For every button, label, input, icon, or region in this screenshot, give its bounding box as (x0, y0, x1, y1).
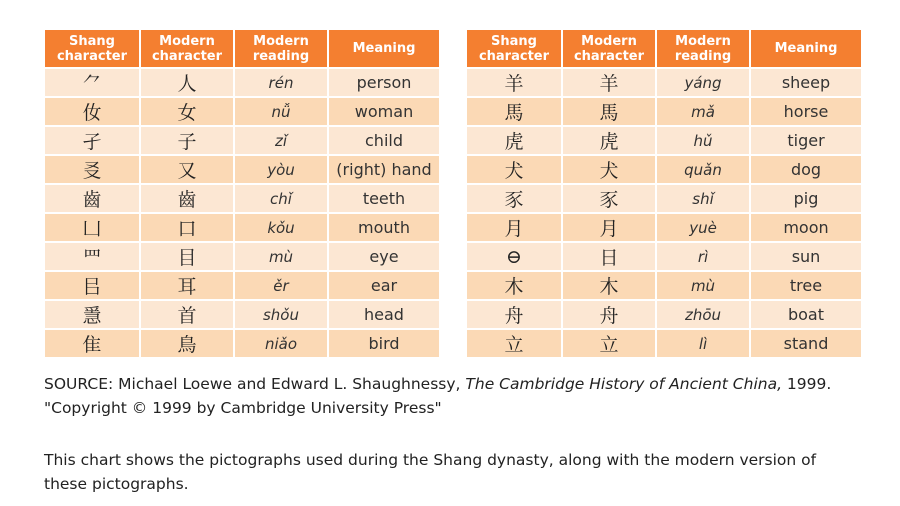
header-modern-character: Modern character (563, 30, 655, 67)
table-row (467, 243, 861, 270)
shang-character-cell: 㚢 (45, 98, 139, 125)
modern-reading-cell: shǐ (657, 185, 749, 212)
table-row (467, 330, 861, 357)
table-row (45, 272, 439, 299)
meaning-cell: person (329, 69, 439, 96)
meaning-cell: pig (751, 185, 861, 212)
shang-character-cell: 齒 (45, 185, 139, 212)
modern-character-cell: 首 (141, 301, 233, 328)
modern-reading-cell: zhōu (657, 301, 749, 328)
modern-character-cell: 舟 (563, 301, 655, 328)
meaning-cell: tree (751, 272, 861, 299)
modern-character-cell: 齒 (141, 185, 233, 212)
meaning-cell: boat (751, 301, 861, 328)
modern-character-cell: 日 (563, 243, 655, 270)
table-header-row (467, 30, 861, 67)
modern-character-cell: 犬 (563, 156, 655, 183)
header-modern-reading: Modern reading (657, 30, 749, 67)
modern-character-cell: 口 (141, 214, 233, 241)
modern-reading-cell: rì (657, 243, 749, 270)
modern-character-cell: 立 (563, 330, 655, 357)
modern-character-cell: 女 (141, 98, 233, 125)
modern-character-cell: 木 (563, 272, 655, 299)
shang-character-cell: 罒 (45, 243, 139, 270)
shang-character-cell: 木 (467, 272, 561, 299)
meaning-cell: mouth (329, 214, 439, 241)
meaning-cell: stand (751, 330, 861, 357)
modern-reading-cell: nǚ (235, 98, 327, 125)
modern-character-cell: 月 (563, 214, 655, 241)
meaning-cell: ear (329, 272, 439, 299)
modern-character-cell: 鳥 (141, 330, 233, 357)
modern-character-cell: 人 (141, 69, 233, 96)
table-row (467, 185, 861, 212)
modern-reading-cell: zǐ (235, 127, 327, 154)
shang-character-cell: 凵 (45, 214, 139, 241)
meaning-cell: sheep (751, 69, 861, 96)
meaning-cell: teeth (329, 185, 439, 212)
header-modern-reading: Modern reading (235, 30, 327, 67)
shang-character-cell: 豕 (467, 185, 561, 212)
shang-character-cell: 立 (467, 330, 561, 357)
table-row (467, 214, 861, 241)
source-suffix: 1999. "Copyright © 1999 by Cambridge University Press" (44, 375, 832, 417)
modern-reading-cell: kǒu (235, 214, 327, 241)
shang-character-cell: 羊 (467, 69, 561, 96)
modern-character-cell: 子 (141, 127, 233, 154)
modern-reading-cell: ěr (235, 272, 327, 299)
table-row (45, 98, 439, 125)
modern-reading-cell: yòu (235, 156, 327, 183)
table-row (467, 98, 861, 125)
table-row (467, 272, 861, 299)
meaning-cell: horse (751, 98, 861, 125)
table-row (45, 243, 439, 270)
header-shang-character: Shang character (467, 30, 561, 67)
header-shang-character: Shang character (45, 30, 139, 67)
meaning-cell: bird (329, 330, 439, 357)
modern-reading-cell: rén (235, 69, 327, 96)
header-meaning: Meaning (751, 30, 861, 67)
shang-character-cell: 孑 (45, 127, 139, 154)
modern-reading-cell: hǔ (657, 127, 749, 154)
meaning-cell: tiger (751, 127, 861, 154)
modern-reading-cell: quǎn (657, 156, 749, 183)
pictograph-table-right (465, 28, 863, 359)
chart-description: This chart shows the pictographs used during the Shang dynasty, along with the modern version of these pictographs. (44, 451, 817, 493)
modern-reading-cell: shǒu (235, 301, 327, 328)
table-row (45, 185, 439, 212)
meaning-cell: head (329, 301, 439, 328)
modern-reading-cell: lì (657, 330, 749, 357)
table-row (45, 301, 439, 328)
table-row (45, 214, 439, 241)
shang-character-cell: 月 (467, 214, 561, 241)
shang-character-cell: ⺈ (45, 69, 139, 96)
pictograph-table-left (43, 28, 441, 359)
shang-character-cell: 隹 (45, 330, 139, 357)
meaning-cell: sun (751, 243, 861, 270)
modern-character-cell: 馬 (563, 98, 655, 125)
shang-character-cell: 㠯 (45, 272, 139, 299)
shang-character-cell: 舟 (467, 301, 561, 328)
meaning-cell: woman (329, 98, 439, 125)
table-header-row (45, 30, 439, 67)
modern-reading-cell: mǎ (657, 98, 749, 125)
meaning-cell: (right) hand (329, 156, 439, 183)
table-row (467, 301, 861, 328)
table-row (45, 330, 439, 357)
table-row (467, 127, 861, 154)
modern-reading-cell: yáng (657, 69, 749, 96)
shang-character-cell: 㥯 (45, 301, 139, 328)
shang-character-cell: 㕛 (45, 156, 139, 183)
meaning-cell: eye (329, 243, 439, 270)
shang-character-cell: ⊖ (467, 243, 561, 270)
table-row (467, 156, 861, 183)
table-row (467, 69, 861, 96)
header-modern-character: Modern character (141, 30, 233, 67)
modern-character-cell: 又 (141, 156, 233, 183)
header-meaning: Meaning (329, 30, 439, 67)
modern-reading-cell: mù (657, 272, 749, 299)
modern-character-cell: 耳 (141, 272, 233, 299)
meaning-cell: child (329, 127, 439, 154)
shang-character-cell: 犬 (467, 156, 561, 183)
source-book-title: The Cambridge History of Ancient China, (465, 375, 782, 393)
source-prefix: SOURCE: Michael Loewe and Edward L. Shaughnessy, (44, 375, 466, 393)
modern-reading-cell: yuè (657, 214, 749, 241)
modern-character-cell: 目 (141, 243, 233, 270)
modern-character-cell: 豕 (563, 185, 655, 212)
meaning-cell: dog (751, 156, 861, 183)
shang-character-cell: 馬 (467, 98, 561, 125)
modern-reading-cell: chǐ (235, 185, 327, 212)
modern-reading-cell: niǎo (235, 330, 327, 357)
table-row (45, 156, 439, 183)
meaning-cell: moon (751, 214, 861, 241)
table-row (45, 127, 439, 154)
modern-character-cell: 羊 (563, 69, 655, 96)
shang-character-cell: 虎 (467, 127, 561, 154)
table-row (45, 69, 439, 96)
source-citation (44, 372, 844, 420)
modern-character-cell: 虎 (563, 127, 655, 154)
modern-reading-cell: mù (235, 243, 327, 270)
